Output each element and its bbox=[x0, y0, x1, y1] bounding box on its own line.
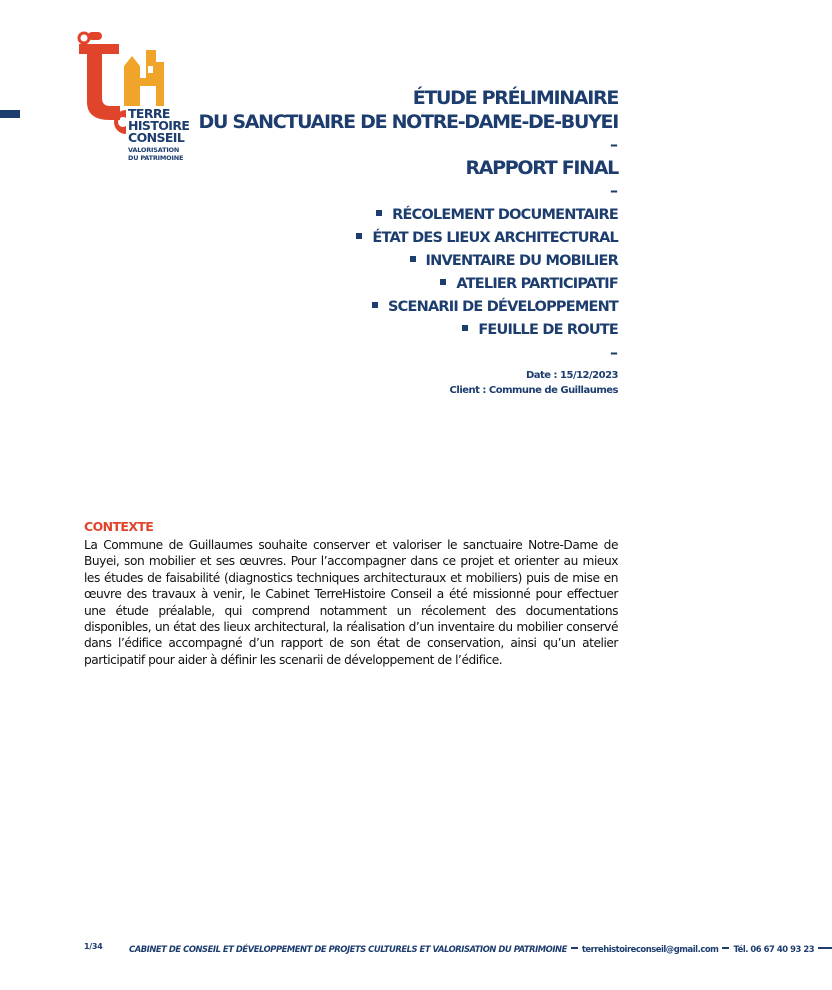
title-block bbox=[198, 86, 618, 398]
section-item bbox=[198, 250, 618, 273]
report-subtitle: RAPPORT FINAL bbox=[465, 157, 618, 179]
separator-dash: – bbox=[610, 181, 618, 200]
logo-tagline: DU PATRIMOINE bbox=[128, 154, 184, 162]
logo-word: CONSEIL bbox=[128, 130, 185, 145]
section-list bbox=[198, 204, 618, 342]
section-item-label: SCENARII DE DÉVELOPPEMENT bbox=[388, 299, 618, 315]
section-item-label: INVENTAIRE DU MOBILIER bbox=[425, 253, 618, 269]
logo-word: HISTOIRE bbox=[128, 118, 190, 133]
bullet-square-icon bbox=[410, 256, 416, 262]
footer-separator bbox=[571, 947, 578, 949]
footer-line bbox=[129, 942, 815, 956]
page-number: 1/34 bbox=[84, 942, 103, 951]
footer-email[interactable]: terrehistoireconseil@gmail.com bbox=[581, 944, 719, 954]
section-item bbox=[198, 273, 618, 296]
section-item-label: FEUILLE DE ROUTE bbox=[478, 322, 618, 338]
bullet-square-icon bbox=[376, 210, 382, 216]
section-item bbox=[198, 319, 618, 342]
footer-separator bbox=[722, 947, 729, 949]
section-item bbox=[198, 296, 618, 319]
section-item bbox=[198, 204, 618, 227]
edge-marker bbox=[0, 110, 20, 118]
page-footer bbox=[0, 942, 815, 958]
logo-tagline: VALORISATION bbox=[128, 146, 180, 154]
report-title-line-1: ÉTUDE PRÉLIMINAIRE bbox=[412, 87, 618, 109]
footer-phone: Tél. 06 67 40 93 23 bbox=[733, 944, 815, 954]
logo-word: TERRE bbox=[128, 106, 170, 121]
logo-wordmark bbox=[128, 108, 189, 162]
bullet-square-icon bbox=[440, 279, 446, 285]
context-heading: CONTEXTE bbox=[84, 519, 154, 534]
context-paragraph: La Commune de Guillaumes souhaite conserver et valoriser le sanctuaire Notre-Dame de Buyei, son mobilier et ses œuvres. Pour l’accompagner dans ce projet et orienter au mieux les études de faisabilité (diagnostics techniques architecturaux et mobiliers) puis de mise en œuvre des travaux à venir, le Cabinet TerreHistoire Conseil a été missionné pour effectuer une étude préalable, qui comprend notamment un récolement des documentations disponibles, un état des lieux architectural, la réalisation d’un inventaire du mobilier conservé dans l’édifice accompagné d’un rapport de son état de conservation, ainsi qu’un atelier participatif pour aider à définir les scenarii de développement de l’édifice. bbox=[84, 538, 618, 667]
bullet-square-icon bbox=[356, 233, 362, 239]
bullet-square-icon bbox=[372, 302, 378, 308]
report-title-line-2: DU SANCTUAIRE DE NOTRE-DAME-DE-BUYEI bbox=[198, 111, 618, 133]
bullet-square-icon bbox=[462, 325, 468, 331]
section-item-label: RÉCOLEMENT DOCUMENTAIRE bbox=[392, 207, 618, 223]
section-item-label: ÉTAT DES LIEUX ARCHITECTURAL bbox=[372, 230, 618, 246]
separator-dash: – bbox=[610, 343, 618, 362]
report-client: Client : Commune de Guillaumes bbox=[449, 385, 618, 396]
section-item-label: ATELIER PARTICIPATIF bbox=[456, 276, 618, 292]
report-date: Date : 15/12/2023 bbox=[525, 370, 618, 381]
section-item bbox=[198, 227, 618, 250]
separator-dash: – bbox=[610, 135, 618, 154]
context-section bbox=[84, 519, 618, 668]
report-meta bbox=[198, 368, 618, 398]
footer-end-dash bbox=[818, 947, 832, 949]
footer-organization: CABINET DE CONSEIL ET DÉVELOPPEMENT DE PROJETS CULTURELS ET VALORISATION DU PATRIMOINE bbox=[129, 944, 567, 954]
